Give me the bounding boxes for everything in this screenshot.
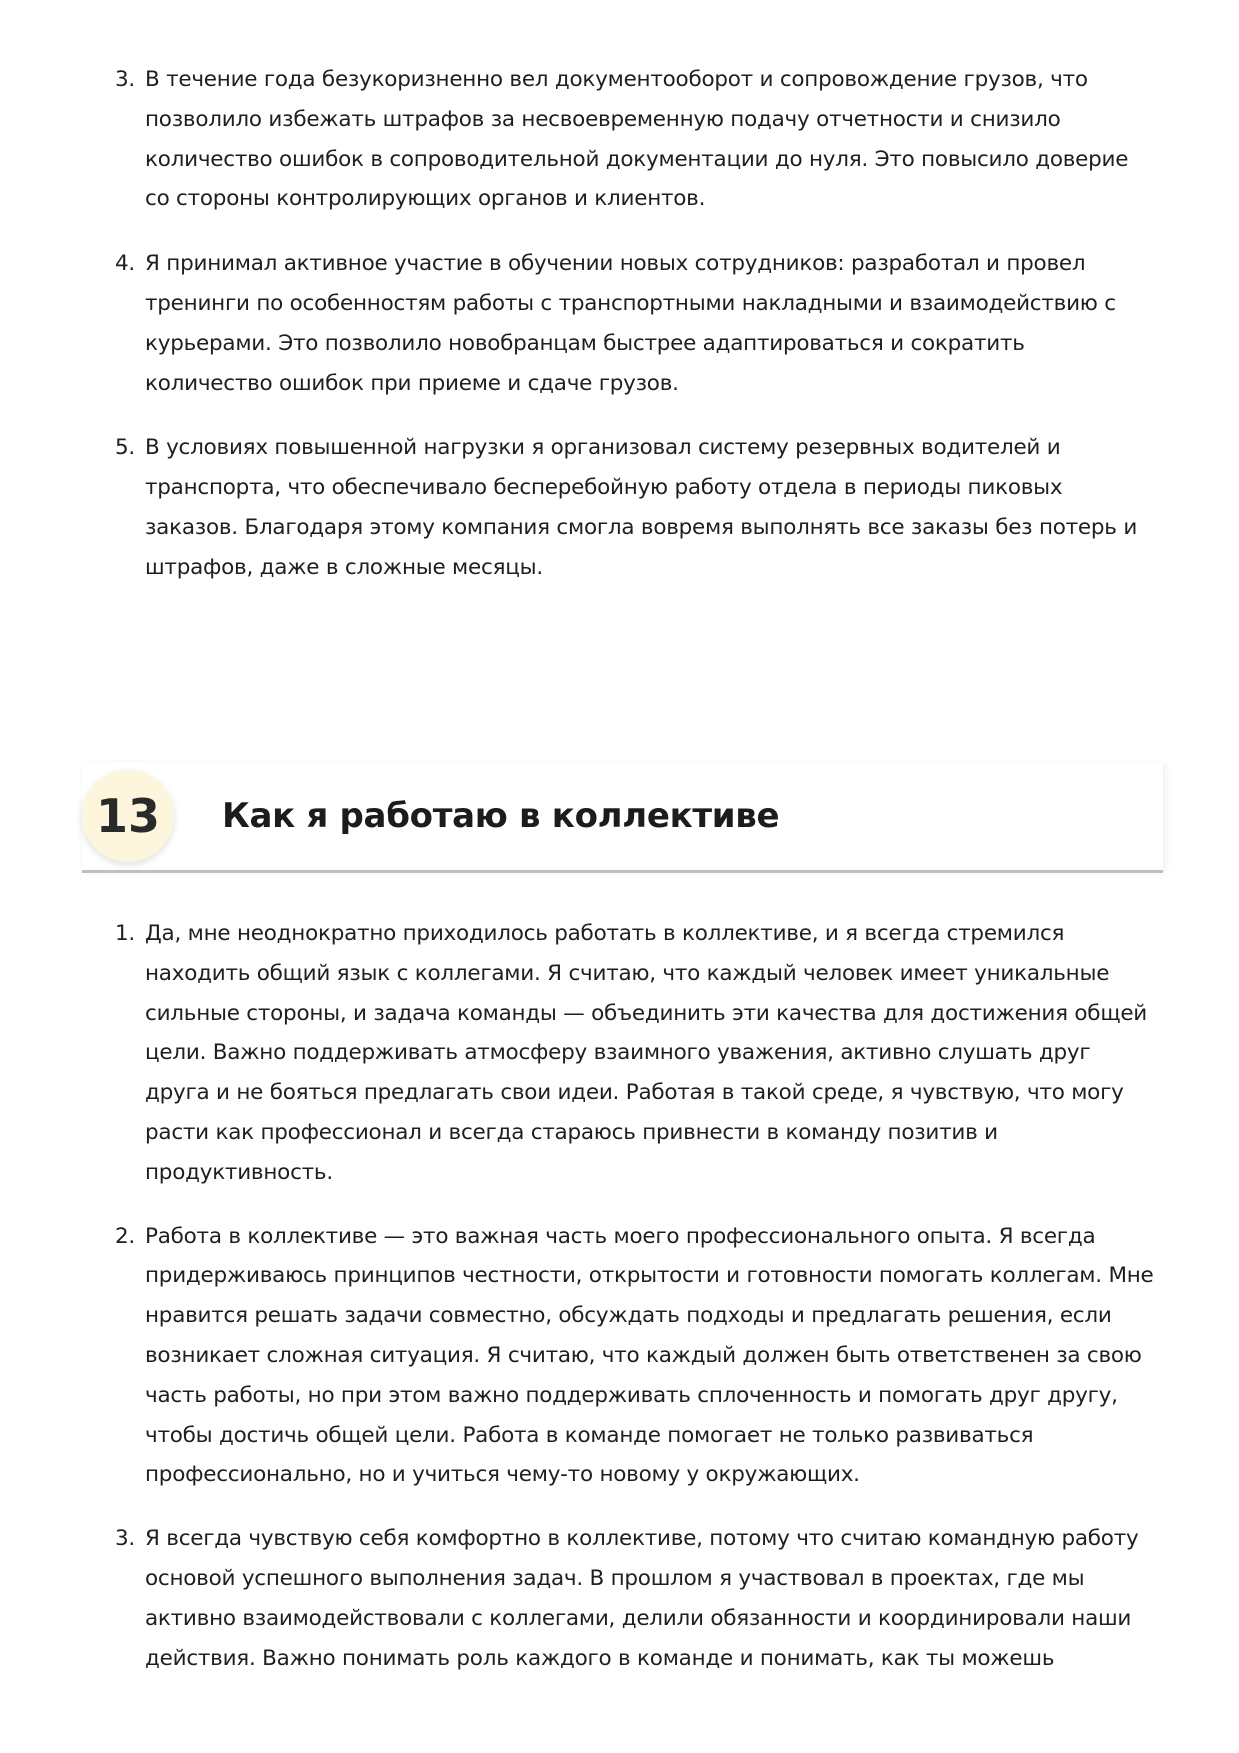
- list-item: [115, 60, 1155, 219]
- list-item-number: 5.: [115, 435, 136, 461]
- section-header: [82, 762, 1163, 872]
- list-item-text: Я всегда чувствую себя комфортно в коллективе, потому что считаю командную работу основой успешного выполнения задач. В прошлом я участвовал в проектах, где мы активно взаимодействовали с коллегами, делили обязанности и координировали наши действия. Важно понимать роль каждого в команде и понимать, как ты можешь: [145, 1526, 1139, 1671]
- list-item-text: Я принимал активное участие в обучении новых сотрудников: разработал и провел тренинги по особенностям работы с транспортными накладными и взаимодействию с курьерами. Это позволило новобранцам быстрее адаптироваться и сократить количество ошибок при приеме и сдаче грузов.: [145, 251, 1116, 396]
- list-item-text: Да, мне неоднократно приходилось работать в коллективе, и я всегда стремился находить общий язык с коллегами. Я считаю, что каждый человек имеет уникальные сильные стороны, и задача команды — объединить эти качества для достижения общей цели. Важно поддерживать атмосферу взаимного уважения, активно слушать друг друга и не бояться предлагать свои идеи. Работая в такой среде, я чувствую, что могу расти как профессионал и всегда стараюсь привнести в команду позитив и продуктивность.: [145, 921, 1148, 1185]
- list-item: [115, 244, 1155, 403]
- list-item-number: 3.: [115, 67, 136, 92]
- list-item-number: 3.: [115, 1526, 136, 1552]
- list-item-text: В условиях повышенной нагрузки я организовал систему резервных водителей и транспорта, что обеспечивало бесперебойную работу отдела в периоды пиковых заказов. Благодаря этому компания смогла вовремя выполнять все заказы без потерь и штрафов, даже в сложные месяцы.: [145, 435, 1138, 580]
- list-item-number: 4.: [115, 251, 136, 277]
- section-number-badge: 13: [82, 770, 174, 862]
- list-item-text: Работа в коллективе — это важная часть моего профессионального опыта. Я всегда придерживаюсь принципов честности, открытости и готовности помогать коллегам. Мне нравится решать задачи совместно, обсуждать подходы и предлагать решения, если возникает сложная ситуация. Я считаю, что каждый должен быть ответственен за свою часть работы, но при этом важно поддерживать сплоченность и помогать друг другу, чтобы достичь общей цели. Работа в команде помогает не только развиваться профессионально, но и учиться чему-то новому у окружающих.: [145, 1223, 1154, 1488]
- achievements-list: [115, 60, 1155, 588]
- section-title: Как я работаю в коллективе: [222, 796, 780, 836]
- list-item: [115, 914, 1155, 1193]
- list-item: [115, 1519, 1155, 1678]
- list-item: [115, 428, 1155, 587]
- list-item-number: 1.: [115, 921, 136, 946]
- section-divider: [82, 870, 1163, 873]
- list-item-number: 2.: [115, 1223, 136, 1249]
- list-item: [115, 1217, 1155, 1496]
- teamwork-list: [115, 914, 1155, 1678]
- list-item-text: В течение года безукоризненно вел документооборот и сопровождение грузов, что позволило избежать штрафов за несвоевременную подачу отчетности и снизило количество ошибок в сопроводительной документации до нуля. Это повысило доверие со стороны контролирующих органов и клиентов.: [145, 67, 1129, 212]
